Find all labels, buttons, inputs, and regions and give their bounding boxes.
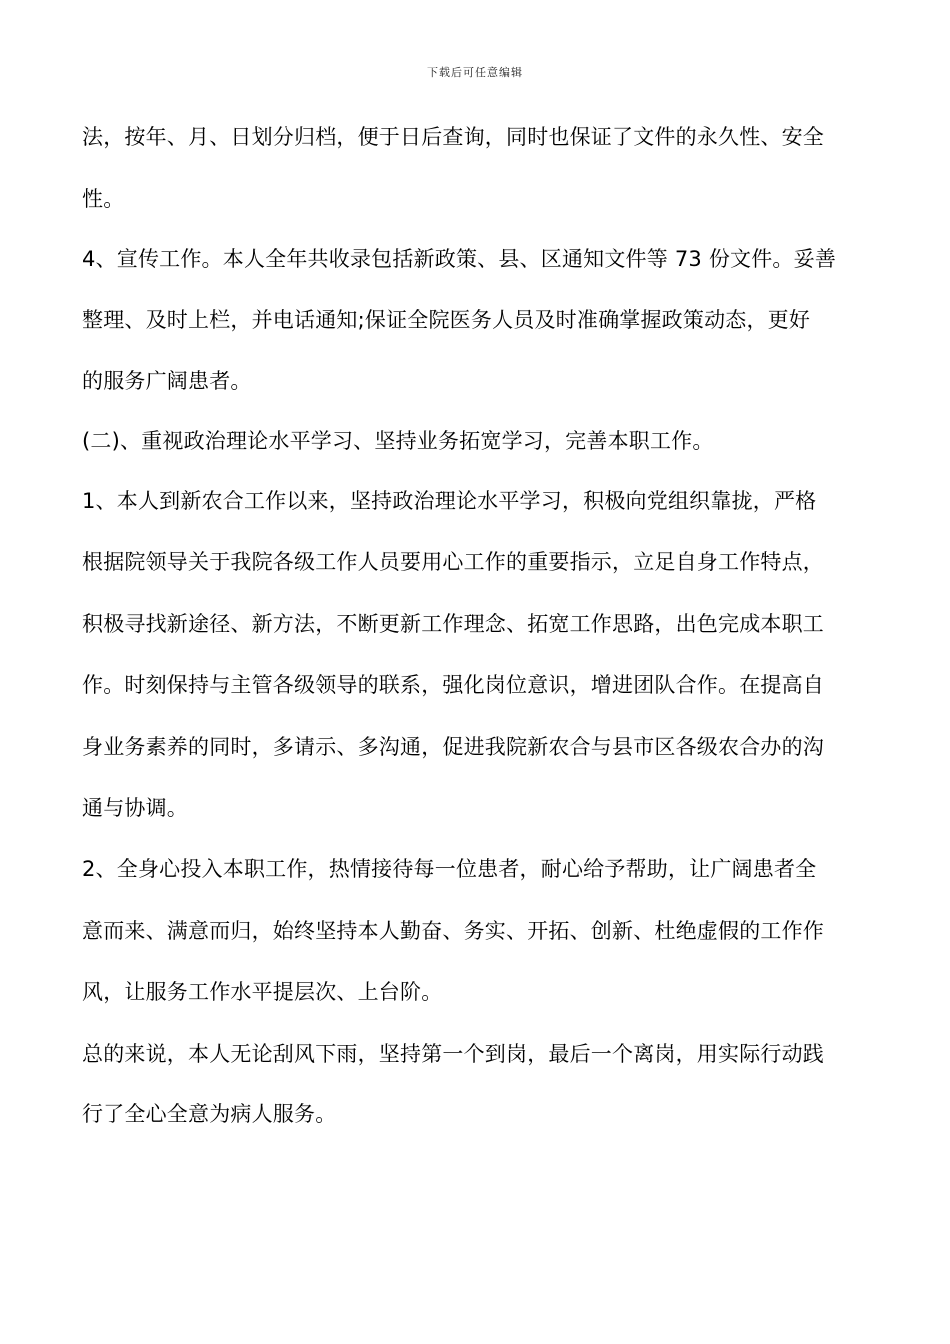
text-line-3: 4、宣传工作。本人全年共收录包括新政策、县、区通知文件等 73 份文件。妥善 [82,247,837,271]
text-line-1: 法，按年、月、日划分归档，便于日后查询，同时也保证了文件的永久性、安全 [82,125,824,149]
text-line-2: 性。 [82,187,125,211]
text-line-15: 风，让服务工作水平提层次、上台阶。 [82,980,443,1004]
text-line-14: 意而来、满意而归，始终坚持本人勤奋、务实、开拓、创新、杜绝虚假的工作作 [82,919,824,943]
text-line-7: 1、本人到新农合工作以来，坚持政治理论水平学习，积极向党组织靠拢，严格 [82,489,817,513]
text-line-5: 的服务广阔患者。 [82,369,252,393]
text-line-17: 行了全心全意为病人服务。 [82,1102,337,1126]
text-line-12: 通与协调。 [82,796,188,820]
text-line-13: 2、全身心投入本职工作，热情接待每一位患者，耐心给予帮助，让广阔患者全 [82,857,817,881]
text-line-9: 积极寻找新途径、新方法，不断更新工作理念、拓宽工作思路，出色完成本职工 [82,612,824,636]
section-heading-2: (二)、重视政治理论水平学习、坚持业务拓宽学习，完善本职工作。 [82,429,714,453]
text-line-11: 身业务素养的同时，多请示、多沟通，促进我院新农合与县市区各级农合办的沟 [82,735,824,759]
text-line-16: 总的来说，本人无论刮风下雨，坚持第一个到岗，最后一个离岗，用实际行动践 [82,1042,824,1066]
text-line-4: 整理、及时上栏，并电话通知;保证全院医务人员及时准确掌握政策动态，更好 [82,308,811,332]
page-header: 下载后可任意编辑 [427,66,523,79]
text-line-8: 根据院领导关于我院各级工作人员要用心工作的重要指示，立足自身工作特点， [82,550,824,574]
text-line-10: 作。时刻保持与主管各级领导的联系，强化岗位意识，增进团队合作。在提高自 [82,673,824,697]
